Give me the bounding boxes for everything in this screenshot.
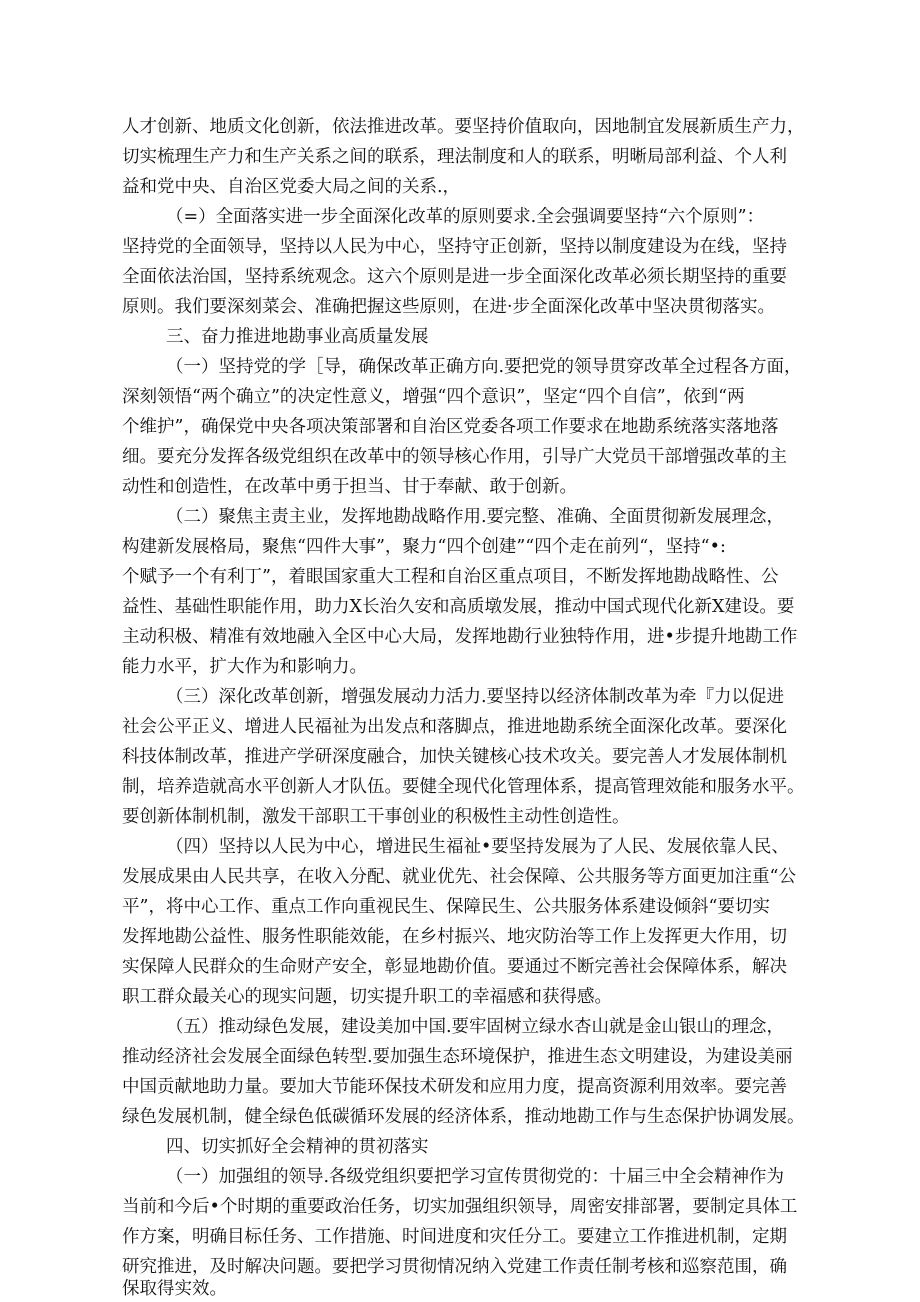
text-line: 职工群众最关心的现实问题，切实提升职工的幸福感和获得感。	[122, 987, 612, 1007]
text-line: （四）坚持以人民为中心，增进民生福祉•要坚持发展为了人民、发展依靠人民、	[166, 837, 789, 857]
text-line: 深刻领悟“两个确立”的决定性意义，增强“四个意识”，坚定“四个自信”，依到“两	[122, 387, 745, 407]
text-line: （一）加强组的领导.各级党组织要把学习宣传贯彻党的：十届三中全会精神作为	[166, 1167, 785, 1187]
text-line: 要创新体制机制，激发干部职工干事创业的积极性主动性创造性。	[122, 807, 630, 827]
text-line: 社会公平正义、增进人民福祉为出发点和落脚点，推进地勘系统全面深化改革。要深化	[122, 717, 787, 737]
text-line: 能力水平，扩大作为和影响力。	[122, 657, 367, 677]
text-line: 主动积极、精准有效地融入全区中心大局，发挥地勘行业独特作用，进•步提升地勘工作	[122, 627, 798, 647]
text-line: 制，培养造就高水平创新人才队伍。要健全现代化管理体系，提高管理效能和服务水平。	[122, 777, 805, 797]
text-line: 原则。我们要深刻菜会、准确把握这些原则，在进·步全面深化改革中坚决贯彻落实。	[122, 297, 776, 317]
text-line: 全面依法治国，坚持系统观念。这六个原则是进一步全面深化改革必须长期坚持的重要	[122, 267, 787, 287]
text-line: 动性和创造性，在改革中勇于担当、甘于奉献、敢于创新。	[122, 477, 577, 497]
text-line: 绿色发展机制，健全绿色低碳循环发展的经济体系，推动地勘工作与生态保护协调发展。	[122, 1107, 805, 1127]
text-line: （二）聚焦主责主业，发挥地勘战略作用.要完整、准确、全面贯彻新发展理念，	[166, 507, 785, 527]
text-line: 构建新发展格局，聚焦“四件大事”，聚力“四个创建”“四个走在前列“，坚持“•:	[122, 537, 726, 557]
section-heading: 三、奋力推进地勘事业高质量发展	[166, 327, 429, 347]
text-line: 细。要充分发挥各级党组织在改革中的领导核心作用，引导广大党员干部增强改革的主	[122, 447, 787, 467]
text-line: 个维护”，确保党中央各项决策部署和自治区党委各项工作要求在地勘系统落实落地落	[122, 417, 779, 437]
text-line: 科技体制改革，推进产学研深度融合，加快关键核心技术攻关。要完善人才发展体制机	[122, 747, 787, 767]
text-line: （一）坚持党的学［导，确保改革正确方向.要把党的领导贯穿改革全过程各方面，	[166, 357, 802, 377]
text-line: 发展成果由人民共享，在收入分配、就业优先、社会保障、公共服务等方面更加注重“公	[122, 867, 796, 887]
text-line: 研究推进，及时解决问题。要把学习贯彻情况纳入党建工作责任制考核和巡察范围，确	[122, 1257, 787, 1277]
text-line: （三）深化改革创新，增强发展动力活力.要坚持以经济体制改革为牵『力以促进	[166, 687, 785, 707]
text-line: 切实梳理生产力和生产关系之间的联系，理法制度和人的联系，明晰局部利益、个人利	[122, 147, 787, 167]
text-line: 推动经济社会发展全面绿色转型.要加强生态环境保护，推进生态文明建设，为建设美丽	[122, 1047, 793, 1067]
section-heading: 四、切实抓好全会精神的贯初落实	[166, 1137, 429, 1157]
text-line: 平”，将中心工作、重点工作向重视民生、保障民生、公共服务体系建设倾斜“要切实	[122, 897, 770, 917]
text-line: 人才创新、地质文化创新，依法推进改革。要坚持价值取向，因地制宜发展新质生产力，	[122, 117, 805, 137]
text-line: 个赋予一个有利丁”，着眼国家重大工程和自治区重点项目，不断发挥地勘战略性、公	[122, 567, 779, 587]
text-line: 中国贡献地助力量。要加大节能环保技术研发和应用力度，提高资源利用效率。要完善	[122, 1077, 787, 1097]
text-line: 当前和今后•个时期的重要政治任务，切实加强组织领导，周密安排部署，要制定具体工	[122, 1197, 798, 1217]
text-line: 作方案，明确目标任务、工作措施、时间进度和灾任分工。要建立工作推进机制，定期	[122, 1227, 787, 1247]
text-line: 保取得实效。	[122, 1279, 227, 1299]
text-line: （=）全面落实进一步全面深化改革的原则要求.全会强调要坚持“六个原则”：	[166, 207, 765, 227]
text-line: 发挥地勘公益性、服务性职能效能，在乡村振兴、地灾防治等工作上发挥更大作用，切	[122, 927, 787, 947]
text-line: 益性、基础性职能作用，助力X长治久安和高质墩发展，推动中国式现代化新X建设。要	[122, 597, 795, 617]
text-line: 实保障人民群众的生命财产安全，彰显地勘价值。要通过不断完善社会保障体系，解决	[122, 957, 787, 977]
text-line: 坚持党的全面领导，坚持以人民为中心，坚持守正创新，坚持以制度建设为在线，坚持	[122, 237, 787, 257]
text-line: 益和党中央、自治区党委大局之间的关系.，	[122, 177, 461, 197]
text-line: （五）推动绿色发展，建设美加中国.要牢固树立绿水杏山就是金山银山的理念，	[166, 1017, 785, 1037]
